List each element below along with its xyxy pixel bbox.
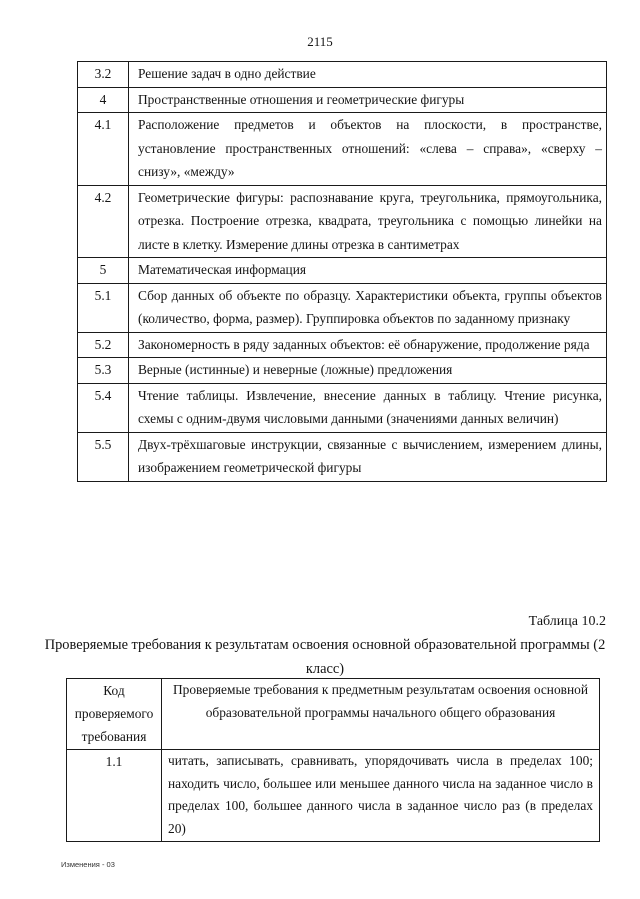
row-code: 5.3: [78, 358, 129, 384]
row-code: 4: [78, 87, 129, 113]
table-row: [78, 432, 607, 481]
table-row: [78, 358, 607, 384]
row-code: 3.2: [78, 62, 129, 88]
row-code: 5.2: [78, 332, 129, 358]
row-text: Сбор данных об объекте по образцу. Характеристики объекта, группы объектов (количество, форма, размер). Группировка объектов по заданному признаку: [129, 283, 607, 332]
row-code: 5: [78, 258, 129, 284]
table-row: [78, 87, 607, 113]
page-number: 2115: [307, 34, 333, 49]
row-text: Решение задач в одно действие: [129, 62, 607, 88]
table-row: [78, 185, 607, 258]
table-row: [78, 258, 607, 284]
row-text: Геометрические фигуры: распознавание круга, треугольника, прямоугольника, отрезка. Построение отрезка, квадрата, треугольника с помощью линейки на листе в клетку. Измерение длины отрезка в сантиметрах: [129, 185, 607, 258]
row-text: Пространственные отношения и геометрические фигуры: [129, 87, 607, 113]
row-code: 5.1: [78, 283, 129, 332]
row-code: 4.2: [78, 185, 129, 258]
table-row: [78, 383, 607, 432]
table-title: Проверяемые требования к результатам освоения основной образовательной программы (2 класс): [44, 637, 606, 677]
table-row: [78, 283, 607, 332]
requirements-table: [66, 678, 600, 842]
row-text: Чтение таблицы. Извлечение, внесение данных в таблицу. Чтение рисунка, схемы с одним-двумя числовыми данными (значениями данных величин): [129, 383, 607, 432]
row-code: 1.1: [67, 750, 162, 842]
row-text: читать, записывать, сравнивать, упорядочивать числа в пределах 100; находить число, большее или меньшее данного числа на заданное число в пределах 100, большее данного числа в заданное число раз (в пределах 20): [162, 750, 600, 842]
footer-note: Изменения - 03: [61, 860, 115, 869]
row-text: Расположение предметов и объектов на плоскости, в пространстве, установление пространственных отношений: «слева – справа», «сверху – снизу», «между»: [129, 113, 607, 186]
table-caption: Таблица 10.2: [528, 614, 606, 629]
table-row: [78, 62, 607, 88]
row-text: Математическая информация: [129, 258, 607, 284]
table-row: [78, 332, 607, 358]
row-text: Двух-трёхшаговые инструкции, связанные с вычислением, измерением длины, изображением геометрической фигуры: [129, 432, 607, 481]
row-code: 5.5: [78, 432, 129, 481]
row-text: Закономерность в ряду заданных объектов: её обнаружение, продолжение ряда: [129, 332, 607, 358]
table-row: [78, 113, 607, 186]
row-code: 4.1: [78, 113, 129, 186]
content-table-upper: [77, 61, 607, 482]
table-header-row: [67, 679, 600, 750]
column-header-requirements: Проверяемые требования к предметным результатам освоения основной образовательной программы начального общего образования: [162, 679, 600, 750]
row-code: 5.4: [78, 383, 129, 432]
column-header-code: Код проверяемого требования: [67, 679, 162, 750]
row-text: Верные (истинные) и неверные (ложные) предложения: [129, 358, 607, 384]
table-row: [67, 750, 600, 842]
